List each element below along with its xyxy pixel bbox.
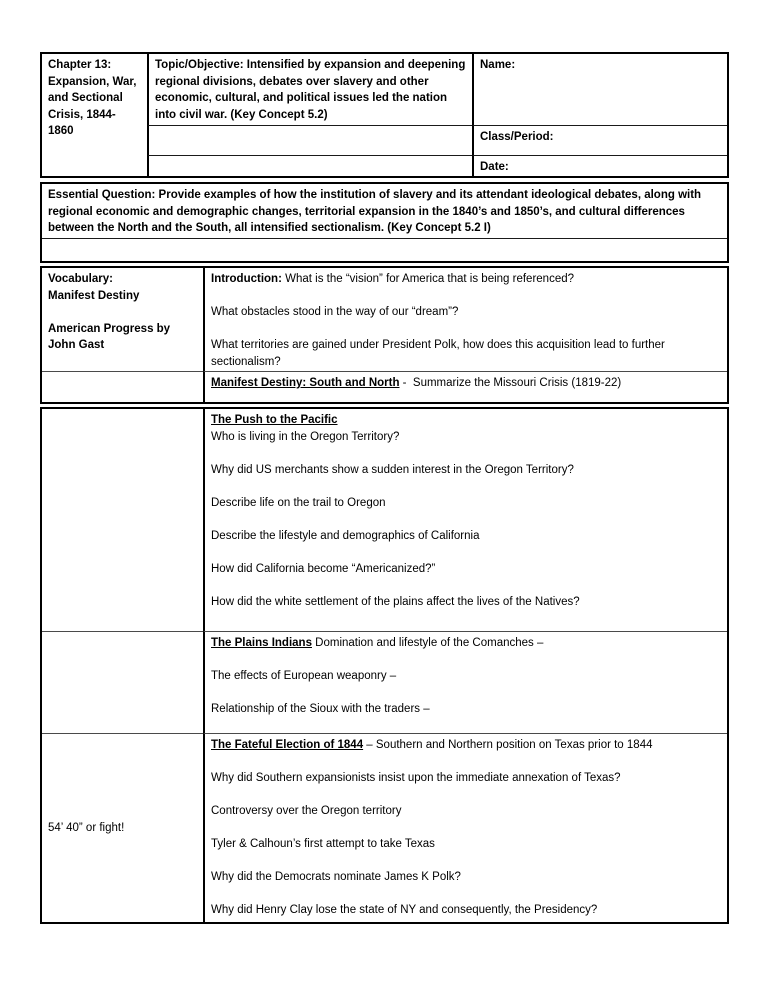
- name-field-cell: [472, 54, 727, 125]
- fateful-election-cell: [203, 733, 727, 922]
- vocabulary-introduction-table: [40, 266, 729, 404]
- question-merchant-interest: Why did US merchants show a sudden interest in the Oregon Territory?: [211, 463, 574, 476]
- name-label: Name:: [480, 59, 516, 71]
- question-california-lifestyle: Describe the lifestyle and demographics of California: [211, 529, 480, 542]
- vocabulary-term: Manifest Destiny: [48, 289, 140, 302]
- left-empty-cell: [42, 371, 203, 402]
- plains-indians-heading: The Plains Indians: [211, 637, 312, 649]
- question-territories-polk: What territories are gained under President Polk, how does this acquisition lead to further sectionalism?: [211, 339, 665, 368]
- worksheet-content: [40, 52, 729, 924]
- left-empty-cell: [42, 631, 203, 733]
- class-period-label: Class/Period:: [480, 131, 554, 143]
- question-white-settlement: How did the white settlement of the plains affect the lives of the Natives?: [211, 595, 580, 608]
- chapter-title-cell: [42, 54, 147, 176]
- question-oregon-controversy: Controversy over the Oregon territory: [211, 805, 402, 817]
- question-trail-life: Describe life on the trail to Oregon: [211, 496, 386, 509]
- worksheet-header-table: [40, 52, 729, 178]
- question-annexation-texas: Why did Southern expansionists insist upon the immediate annexation of Texas?: [211, 772, 621, 784]
- date-field-cell: [472, 155, 727, 176]
- plains-indians-line: [211, 635, 721, 652]
- sections-table: [40, 407, 729, 924]
- chapter-title: Chapter 13: Expansion, War, and Sectional Crisis, 1844-1860: [48, 59, 137, 137]
- prompt-sioux-traders: Relationship of the Sioux with the traders –: [211, 703, 430, 715]
- fateful-election-line: [211, 737, 721, 754]
- header-empty-cell: [147, 155, 472, 176]
- question-polk-nomination: Why did the Democrats nominate James K Polk?: [211, 871, 461, 883]
- prompt-european-weaponry: The effects of European weaponry –: [211, 670, 397, 682]
- topic-objective-text: Topic/Objective: Intensified by expansion and deepening regional divisions, debates over slavery and other economic, cultural, and political issues led the nation into civil war. (Key Concept 5.2): [155, 59, 466, 121]
- date-label: Date:: [480, 161, 509, 173]
- question-obstacles: What obstacles stood in the way of our “dream”?: [211, 306, 459, 318]
- prompt-comanches: Domination and lifestyle of the Comanches –: [311, 637, 544, 649]
- left-empty-cell: [42, 409, 203, 631]
- push-to-pacific-cell: [203, 409, 727, 631]
- essential-question-blank-row: [42, 238, 727, 261]
- manifest-destiny-cell: [203, 371, 727, 402]
- question-americanized: How did California become “Americanized?”: [211, 562, 436, 575]
- introduction-heading: Introduction:: [211, 273, 282, 285]
- class-period-field-cell: [472, 125, 727, 155]
- header-empty-cell: [147, 125, 472, 155]
- essential-question-text: Essential Question: Provide examples of how the institution of slavery and its attendant ideological debates, along with regional economic and demographic changes, territorial expansion in the 1840’s and 1850’s, and cultural differences between the North and the South, all intensified sectionalism. (Key Concept 5.2 I): [48, 189, 702, 234]
- plains-indians-cell: [203, 631, 727, 733]
- essential-question-table: [40, 182, 729, 263]
- manifest-destiny-prompt: - Summarize the Missouri Crisis (1819-22): [399, 377, 622, 389]
- introduction-cell: [203, 268, 727, 371]
- topic-objective-cell: [147, 54, 472, 125]
- question-henry-clay-ny: Why did Henry Clay lose the state of NY and consequently, the Presidency?: [211, 904, 598, 916]
- essential-question-cell: [42, 184, 727, 238]
- question-tyler-calhoun: Tyler & Calhoun’s first attempt to take Texas: [211, 838, 435, 850]
- manifest-destiny-heading: Manifest Destiny: South and North: [211, 377, 400, 389]
- vocabulary-label: Vocabulary:: [48, 273, 113, 285]
- slogan-fifty-four-forty: 54’ 40” or fight!: [48, 821, 125, 834]
- prompt-texas-positions: – Southern and Northern position on Texas prior to 1844: [363, 739, 653, 751]
- push-to-pacific-heading: The Push to the Pacific: [211, 414, 338, 426]
- introduction-line: [211, 271, 721, 288]
- introduction-question-vision: What is the “vision” for America that is being referenced?: [281, 273, 575, 285]
- vocabulary-artwork: American Progress by John Gast: [48, 322, 171, 351]
- slogan-cell: [42, 733, 203, 922]
- fateful-election-heading: The Fateful Election of 1844: [211, 739, 364, 751]
- vocabulary-cell: [42, 268, 203, 371]
- question-oregon-residents: Who is living in the Oregon Territory?: [211, 430, 400, 443]
